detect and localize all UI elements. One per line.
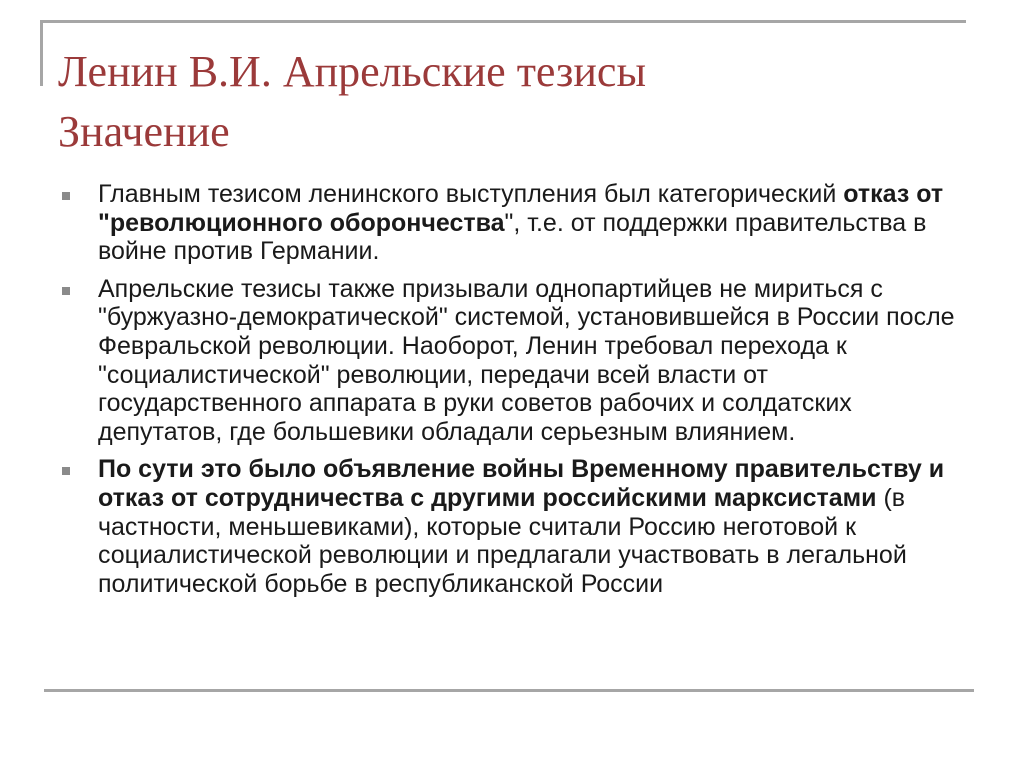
bullet-item xyxy=(62,180,962,266)
bullet-list xyxy=(62,180,962,607)
square-bullet-icon xyxy=(62,192,70,200)
bottom-divider xyxy=(44,689,974,692)
square-bullet-icon xyxy=(62,287,70,295)
title-line-1: Ленин В.И. Апрельские тезисы xyxy=(58,47,647,96)
top-divider xyxy=(40,20,966,23)
bullet-item xyxy=(62,275,962,447)
title-line-2: Значение xyxy=(58,107,230,156)
bullet-3-end: (в частности, меньшевиками), которые считали Россию неготовой к социалистической революции и предлагали участвовать в легальной политической борьбе в республиканской России xyxy=(98,483,907,598)
bullet-1-bold: отказ от "революционного оборончества xyxy=(98,180,944,237)
left-divider xyxy=(40,20,43,86)
bullet-1-text: Главным тезисом ленинского выступления был категорический xyxy=(98,180,844,208)
bullet-item xyxy=(62,455,962,598)
bullet-3-bold: По сути это было объявление войны Временному правительству и отказ от сотрудничества с другими российскими марксистами xyxy=(98,455,945,512)
bullet-1-end: ", т.е. от поддержки правительства в войне против Германии. xyxy=(98,208,927,266)
slide-title xyxy=(58,42,958,162)
bullet-2-text: Апрельские тезисы также призывали однопартийцев не мириться с "буржуазно-демократической" системой, установившейся в России после Февральской революции. Наоборот, Ленин требовал перехода к "социалистической" революции, передачи всей власти от государственного аппарата в руки советов рабочих и солдатских депутатов, где большевики обладали серьезным влиянием. xyxy=(98,274,955,446)
square-bullet-icon xyxy=(62,467,70,475)
